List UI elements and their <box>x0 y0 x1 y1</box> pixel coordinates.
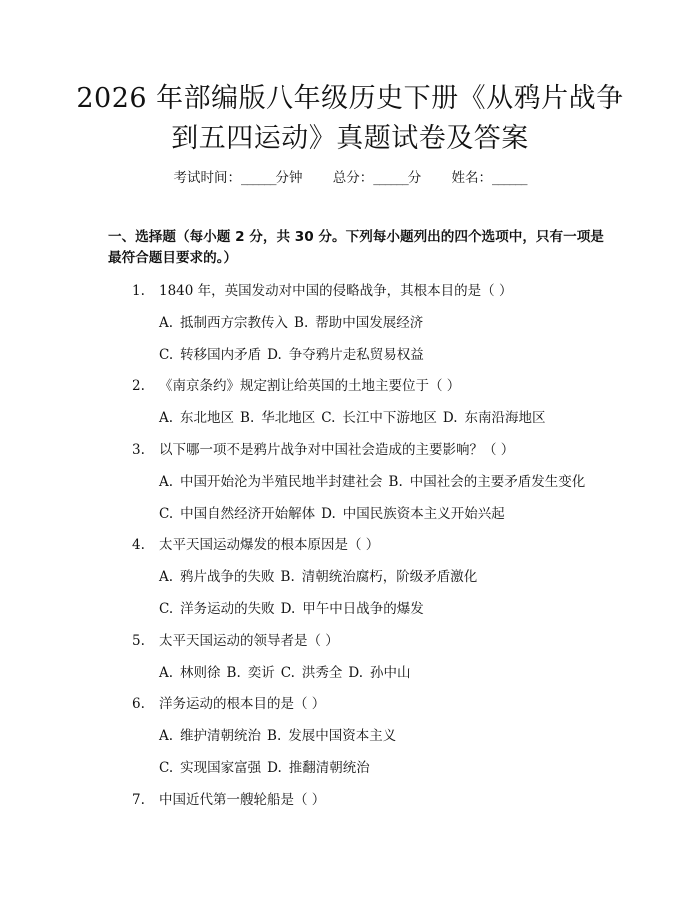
exam-title-line-1: 2026 年部编版八年级历史下册《从鸦片战争 <box>76 83 624 114</box>
option-text: 东北地区 <box>180 410 235 427</box>
option-text: 中国开始沦为半殖民地半封建社会 <box>180 473 383 490</box>
option-letter: C. <box>159 760 174 776</box>
option-letter: D. <box>442 410 458 427</box>
answer-option <box>348 665 410 681</box>
question-text: 太平天国运动爆发的根本原因是（ ） <box>159 537 380 554</box>
answer-option <box>159 315 288 331</box>
exam-time-blank: ______ <box>240 170 276 186</box>
option-text: 转移国内矛盾 <box>180 346 262 363</box>
answer-option <box>240 410 315 426</box>
exam-time-field <box>173 170 302 186</box>
question-number: 5. <box>132 632 145 649</box>
answer-option <box>159 760 261 776</box>
option-letter: A. <box>159 314 174 331</box>
total-score-unit: 分 <box>407 170 422 186</box>
question-number: 3. <box>132 442 145 458</box>
total-score-label: 总分： <box>332 170 374 186</box>
answer-option <box>159 347 261 363</box>
option-letter: D. <box>267 760 282 776</box>
answer-option <box>389 474 586 490</box>
option-row <box>159 567 483 587</box>
question-text: 太平天国运动的领导者是（ ） <box>159 632 339 649</box>
answer-option <box>281 601 424 617</box>
total-score-field <box>333 170 422 186</box>
option-letter: D. <box>321 505 336 522</box>
option-letter: D. <box>280 601 296 617</box>
option-letter: C. <box>321 410 336 427</box>
total-score-blank: ______ <box>373 170 408 186</box>
option-text: 中国社会的主要矛盾发生变化 <box>409 473 586 490</box>
option-letter: C. <box>280 664 295 681</box>
option-text: 实现国家富强 <box>180 760 262 776</box>
answer-option <box>321 410 437 426</box>
section-heading <box>108 227 608 269</box>
exam-time-unit: 分钟 <box>275 170 303 186</box>
option-row <box>159 758 376 778</box>
option-letter: B. <box>280 569 295 586</box>
option-letter: A. <box>159 569 174 586</box>
question-text: 洋务运动的根本目的是（ ） <box>159 696 326 713</box>
answer-option <box>159 665 221 681</box>
option-row <box>159 345 430 365</box>
option-text: 中国民族资本主义开始兴起 <box>342 505 505 522</box>
answer-option <box>281 665 343 681</box>
option-text: 发展中国资本主义 <box>288 728 397 745</box>
section-heading-line-2: 最符合题目要求的。） <box>108 250 238 266</box>
question-text: 《南京条约》规定割让给英国的土地主要位于（ ） <box>159 378 461 395</box>
option-row <box>159 726 402 746</box>
question-number: 6. <box>132 696 145 713</box>
option-text: 清朝统治腐朽，阶级矛盾激化 <box>301 569 478 586</box>
option-text: 洋务运动的失败 <box>180 601 275 617</box>
answer-option <box>321 506 505 522</box>
question-text: 以下哪一项不是鸦片战争对中国社会造成的主要影响？（ ） <box>159 442 515 458</box>
option-row <box>159 663 417 683</box>
option-row <box>159 599 430 619</box>
option-text: 林则徐 <box>180 664 221 681</box>
option-letter: B. <box>388 473 403 490</box>
option-text: 帮助中国发展经济 <box>315 314 424 331</box>
option-letter: B. <box>267 728 282 745</box>
option-text: 孙中山 <box>370 664 411 681</box>
option-letter: C. <box>159 505 174 522</box>
option-letter: B. <box>294 314 309 331</box>
answer-option <box>159 474 383 490</box>
answer-option <box>159 601 275 617</box>
answer-option <box>443 410 546 426</box>
option-letter: D. <box>348 664 364 681</box>
answer-option <box>159 569 275 585</box>
answer-option <box>267 347 424 363</box>
exam-info-line <box>0 168 700 188</box>
option-row <box>159 472 591 492</box>
option-text: 推翻清朝统治 <box>288 760 370 776</box>
option-text: 东南沿海地区 <box>464 410 546 427</box>
option-text: 洪秀全 <box>301 664 343 681</box>
option-row <box>159 504 511 524</box>
option-letter: B. <box>240 410 255 427</box>
exam-title-line-2: 到五四运动》真题试卷及答案 <box>171 123 529 154</box>
option-letter: A. <box>159 728 174 745</box>
answer-option <box>159 506 315 522</box>
answer-option <box>159 410 234 426</box>
option-text: 长江中下游地区 <box>342 410 437 427</box>
option-text: 华北地区 <box>261 410 316 427</box>
option-text: 抵制西方宗教传入 <box>180 314 289 331</box>
question-number: 1. <box>132 283 145 299</box>
option-text: 鸦片战争的失败 <box>180 569 275 586</box>
answer-option <box>267 760 370 776</box>
option-text: 奕䜣 <box>247 664 275 681</box>
option-letter: A. <box>159 410 174 427</box>
section-heading-line-1: 一、选择题（每小题 2 分，共 30 分。下列每小题列出的四个选项中，只有一项是 <box>108 229 604 245</box>
answer-option <box>267 728 396 744</box>
option-letter: C. <box>159 601 174 617</box>
exam-time-label: 考试时间： <box>173 170 241 186</box>
student-name-blank: ______ <box>492 170 527 186</box>
option-letter: C. <box>159 346 174 363</box>
option-row <box>159 313 429 333</box>
answer-option <box>281 569 478 585</box>
question-text: 1840 年，英国发动对中国的侵略战争，其根本目的是（ ） <box>159 283 513 299</box>
option-row <box>159 408 552 428</box>
option-letter: A. <box>159 664 174 681</box>
answer-option <box>227 665 275 681</box>
student-name-field <box>452 170 527 186</box>
question-text: 中国近代第一艘轮船是（ ） <box>159 791 326 808</box>
option-text: 中国自然经济开始解体 <box>180 505 316 522</box>
question-number: 4. <box>132 537 145 554</box>
question-number: 7. <box>132 791 145 808</box>
answer-option <box>294 315 423 331</box>
student-name-label: 姓名： <box>451 170 493 186</box>
option-text: 维护清朝统治 <box>180 728 262 745</box>
option-letter: A. <box>159 473 174 490</box>
option-text: 甲午中日战争的爆发 <box>302 601 424 617</box>
question-number: 2. <box>132 378 145 395</box>
answer-option <box>159 728 261 744</box>
option-text: 争夺鸦片走私贸易权益 <box>288 346 424 363</box>
option-letter: D. <box>267 346 282 363</box>
option-letter: B. <box>226 664 241 681</box>
